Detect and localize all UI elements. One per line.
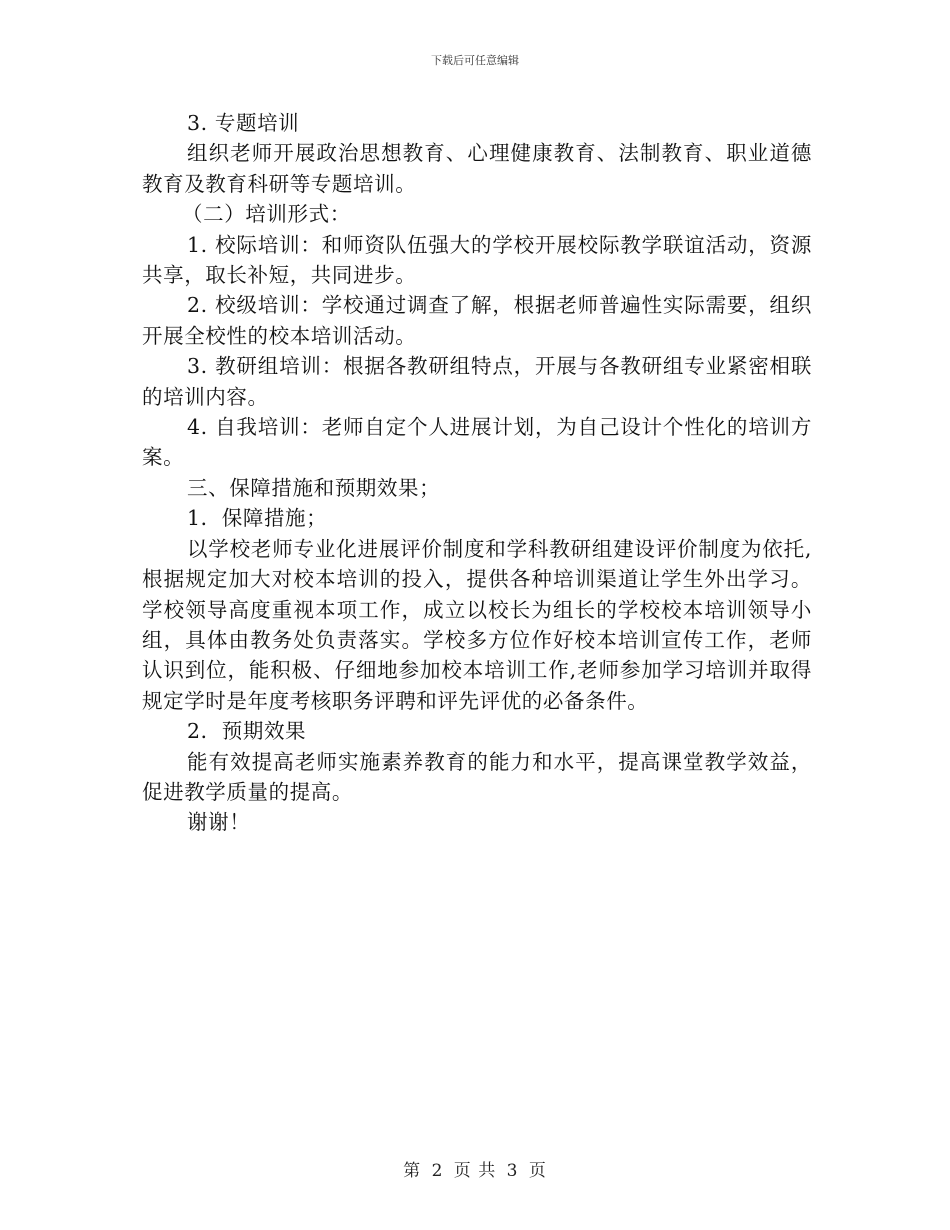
paragraph-3: （二）培训形式： [182,202,351,227]
page-label-mid: 页 共 [453,1161,497,1181]
paragraph-12: 能有效提高老师实施素养教育的能力和水平，提高课堂教学效益，促进教学质量的提高。 [142,749,812,804]
paragraph-5: 2. 校级培训：学校通过调查了解，根据老师普遍性实际需要，组织开展全校性的校本培训活动。 [142,293,812,348]
paragraph-13: 谢谢！ [187,810,251,835]
paragraph-4: 1. 校际培训：和师资队伍强大的学校开展校际教学联谊活动，资源共享，取长补短，共同进步。 [142,232,812,288]
page-label-suffix: 页 [528,1161,547,1181]
document-body [142,108,812,838]
paragraph-9: 1．保障措施； [187,506,328,531]
paragraph-11: 2．预期效果 [187,719,307,744]
page-header: 下载后可任意编辑 [431,54,519,67]
page-footer [0,1156,950,1181]
paragraph-7: 4. 自我培训：老师自定个人进展计划，为自己设计个性化的培训方案。 [142,415,812,470]
page-label-prefix: 第 [403,1161,422,1181]
paragraph-2: 组织老师开展政治思想教育、心理健康教育、法制教育、职业道德教育及教育科研等专题培训。 [142,141,812,196]
paragraph-1: 3. 专题培训 [187,111,300,135]
current-page-number: 2 [431,1161,444,1181]
paragraph-6: 3. 教研组培训：根据各教研组特点，开展与各教研组专业紧密相联的培训内容。 [142,354,812,409]
paragraph-10: 以学校老师专业化进展评价制度和学科教研组建设评价制度为依托,根据规定加大对校本培训的投入，提供各种培训渠道让学生外出学习。学校领导高度重视本项工作，成立以校长为组长的学校校本培训领导小组，具体由教务处负责落实。学校多方位作好校本培训宣传工作，老师认识到位，能积极、仔细地参加校本培训工作,老师参加学习培训并取得规定学时是年度考核职务评聘和评先评优的必备条件。 [142,536,812,713]
paragraph-8: 三、保障措施和预期效果； [187,475,441,500]
total-pages-number: 3 [506,1161,519,1181]
